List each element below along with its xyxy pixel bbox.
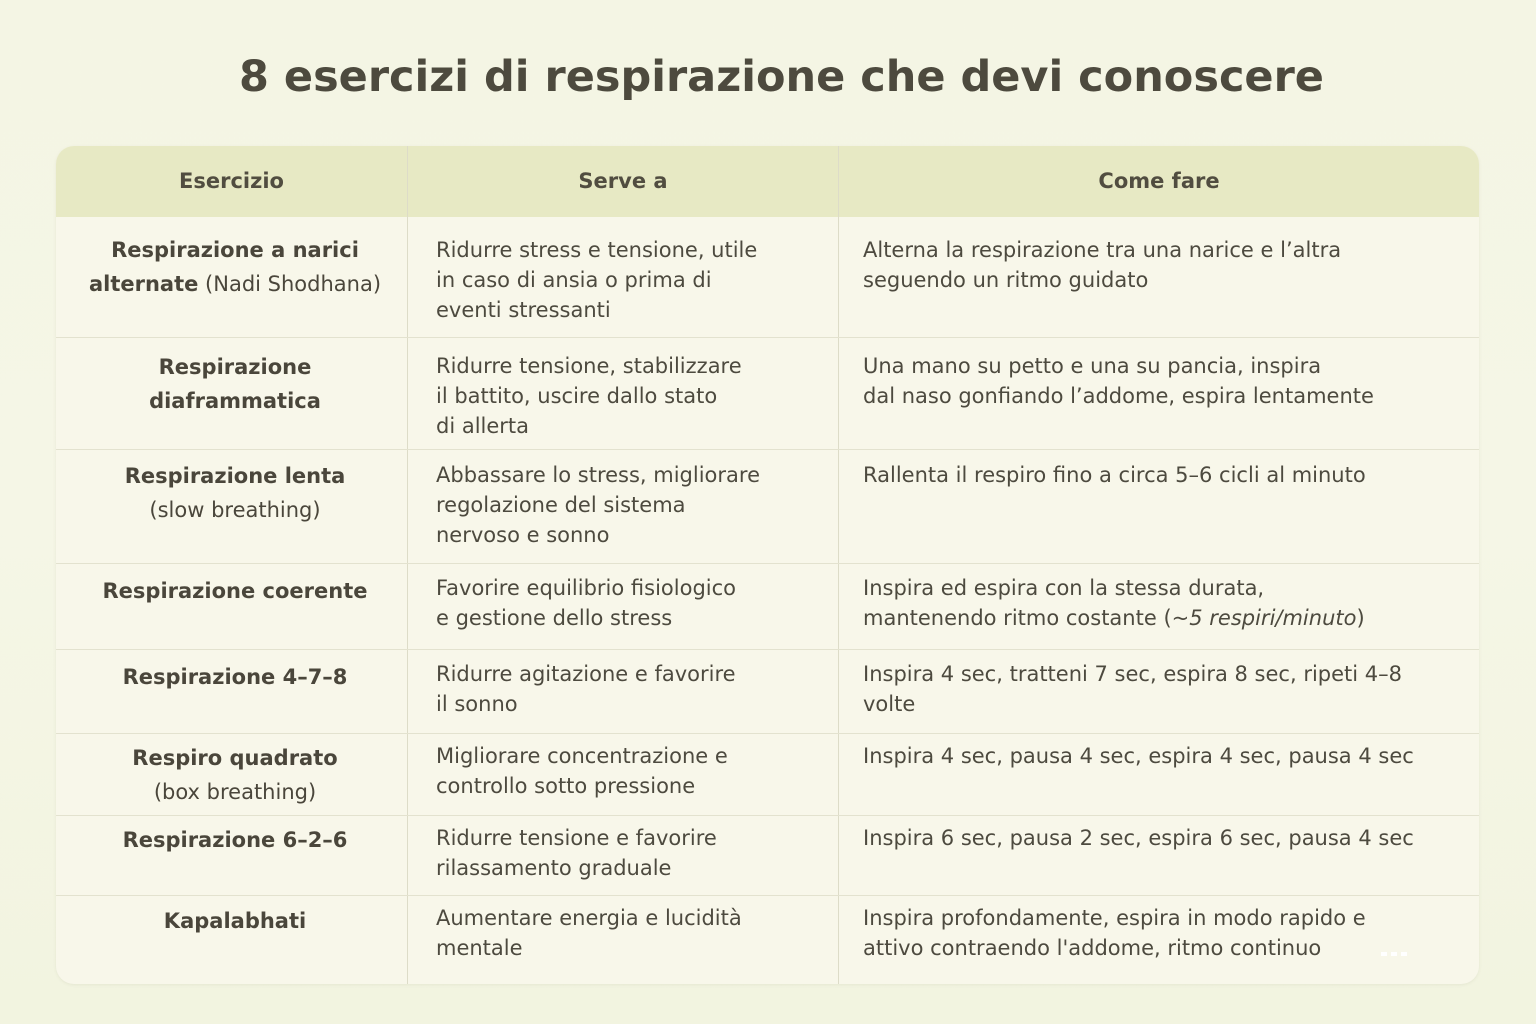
exercise-name: Respirazione 6–2–6 xyxy=(122,828,348,852)
watermark-dots xyxy=(1381,941,1451,951)
exercise-purpose: Ridurre tensione, stabilizzare il battito, uscire dallo stato di allerta xyxy=(436,354,742,438)
header-exercise: Esercizio xyxy=(179,169,284,193)
exercise-purpose: Ridurre agitazione e favorire il sonno xyxy=(436,662,736,716)
exercise-how: Inspira 6 sec, pausa 2 sec, espira 6 sec, pausa 4 sec xyxy=(863,826,1414,850)
exercise-name xyxy=(76,233,394,301)
table-row xyxy=(56,337,1479,450)
exercise-name-sub: (Nadi Shodhana) xyxy=(198,272,382,296)
table-row xyxy=(56,563,1479,650)
exercise-how: Rallenta il respiro fino a circa 5–6 cicli al minuto xyxy=(863,463,1366,487)
exercise-purpose: Aumentare energia e lucidità mentale xyxy=(436,906,742,960)
table-row xyxy=(56,217,1479,337)
exercise-name: Kapalabhati xyxy=(163,909,307,933)
table-row xyxy=(56,815,1479,896)
header-how: Come fare xyxy=(1098,169,1220,193)
exercise-name: Respirazione diaframmatica xyxy=(149,355,321,413)
exercise-name-main: Respiro quadrato xyxy=(132,746,338,770)
exercise-name-sub: (box breathing) xyxy=(153,780,317,804)
exercise-name-main: Respirazione a narici alternate xyxy=(88,238,359,296)
exercise-purpose: Migliorare concentrazione e controllo sotto pressione xyxy=(436,744,728,798)
exercise-purpose: Abbassare lo stress, migliorare regolazione del sistema nervoso e sonno xyxy=(436,463,761,547)
table-row xyxy=(56,649,1479,734)
exercise-how: Inspira profondamente, espira in modo rapido e attivo contraendo l'addome, ritmo continuo xyxy=(863,906,1366,960)
exercise-how: Inspira 4 sec, tratteni 7 sec, espira 8 sec, ripeti 4–8 volte xyxy=(863,662,1402,716)
exercise-how-text: Inspira ed espira con la stessa durata, mantenendo ritmo costante (~ xyxy=(863,576,1265,630)
header-purpose: Serve a xyxy=(578,169,668,193)
table-row xyxy=(56,895,1479,984)
exercise-name xyxy=(76,459,394,527)
table-row xyxy=(56,733,1479,816)
exercise-name xyxy=(76,741,394,809)
page-title: 8 esercizi di respirazione che devi conoscere xyxy=(239,52,1324,102)
exercise-name-main: Respirazione lenta xyxy=(124,464,346,488)
exercise-how: Una mano su petto e una su pancia, inspira dal naso gonfiando l’addome, espira lentamente xyxy=(863,354,1374,408)
table-header xyxy=(56,146,1479,217)
exercise-name: Respirazione coerente xyxy=(102,579,368,603)
exercise-name: Respirazione 4–7–8 xyxy=(122,665,348,689)
exercise-name-sub: (slow breathing) xyxy=(149,498,321,522)
exercise-how: Inspira 4 sec, pausa 4 sec, espira 4 sec, pausa 4 sec xyxy=(863,744,1414,768)
exercise-how-tail: ) xyxy=(1356,606,1365,630)
table-row xyxy=(56,449,1479,564)
exercise-purpose: Favorire equilibrio fisiologico e gestione dello stress xyxy=(436,576,737,630)
exercise-purpose: Ridurre tensione e favorire rilassamento graduale xyxy=(436,826,717,880)
exercise-how xyxy=(863,573,1463,633)
exercise-how: Alterna la respirazione tra una narice e l’altra seguendo un ritmo guidato xyxy=(863,238,1342,292)
exercise-table xyxy=(56,146,1479,984)
exercise-purpose: Ridurre stress e tensione, utile in caso di ansia o prima di eventi stressanti xyxy=(436,238,758,322)
exercise-how-italic: 5 respiri/minuto xyxy=(1189,606,1357,630)
